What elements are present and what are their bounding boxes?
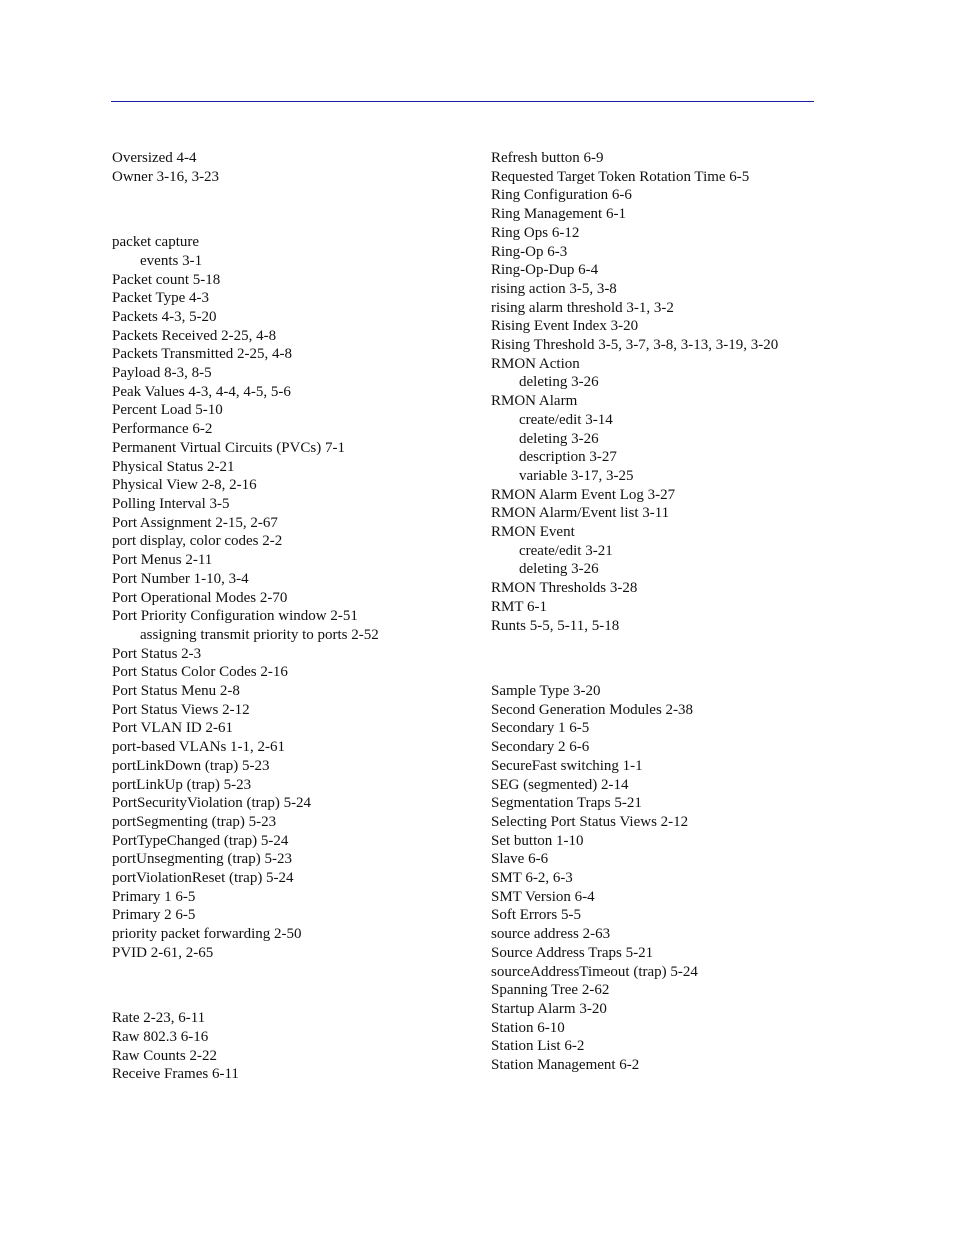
index-entry: Ring Ops 6-12	[491, 224, 580, 241]
index-entry: source address 2-63	[491, 926, 611, 943]
index-entry: RMON Alarm/Event list 3-11	[491, 505, 670, 522]
index-entry: Port Status Menu 2-8	[112, 683, 240, 700]
index-entry: PortSecurityViolation (trap) 5-24	[112, 795, 312, 812]
index-entry: PVID 2-61, 2-65	[112, 944, 214, 961]
index-entry: portViolationReset (trap) 5-24	[112, 870, 294, 887]
index-entry: port-based VLANs 1-1, 2-61	[112, 739, 286, 756]
index-entry: Percent Load 5-10	[112, 402, 223, 419]
index-entry: Raw Counts 2-22	[112, 1047, 217, 1064]
index-entry: Rate 2-23, 6-11	[112, 1010, 206, 1027]
index-entry: RMON Thresholds 3-28	[491, 580, 638, 597]
index-entry: Station List 6-2	[491, 1038, 585, 1055]
index-subentry: deleting 3-26	[519, 430, 599, 447]
index-entry: portLinkUp (trap) 5-23	[112, 776, 252, 793]
index-entry: Port Operational Modes 2-70	[112, 589, 288, 606]
index-entry: Performance 6-2	[112, 421, 213, 438]
index-subentry: description 3-27	[519, 449, 617, 466]
index-entry: Ring-Op-Dup 6-4	[491, 262, 599, 279]
index-entry: priority packet forwarding 2-50	[112, 926, 302, 943]
index-entry: RMT 6-1	[491, 598, 547, 615]
index-entry: Ring Configuration 6-6	[491, 187, 632, 204]
section-gap	[112, 963, 472, 1010]
index-entry: Port VLAN ID 2-61	[112, 720, 233, 737]
index-column-right	[491, 149, 821, 1075]
index-entry: Segmentation Traps 5-21	[491, 795, 642, 812]
index-entry: Soft Errors 5-5	[491, 907, 581, 924]
index-entry: Primary 2 6-5	[112, 907, 196, 924]
index-entry: Source Address Traps 5-21	[491, 944, 654, 961]
index-entry: Owner 3-16, 3-23	[112, 168, 220, 185]
index-entry: Port Status 2-3	[112, 645, 202, 662]
index-subentry: deleting 3-26	[519, 561, 599, 578]
index-entry: Raw 802.3 6-16	[112, 1029, 209, 1046]
index-entry: Permanent Virtual Circuits (PVCs) 7-1	[112, 439, 345, 456]
index-entry: PortTypeChanged (trap) 5-24	[112, 832, 289, 849]
index-subentry: create/edit 3-21	[519, 542, 613, 559]
header-rule	[111, 101, 814, 102]
index-entry: SMT Version 6-4	[491, 888, 595, 905]
index-entry: Secondary 1 6-5	[491, 720, 590, 737]
index-entry: SecureFast switching 1-1	[491, 757, 643, 774]
index-entry: Requested Target Token Rotation Time 6-5	[491, 168, 750, 185]
index-entry: Port Status Views 2-12	[112, 701, 250, 718]
index-entry: Secondary 2 6-6	[491, 739, 590, 756]
index-entry: Primary 1 6-5	[112, 888, 196, 905]
index-entry: Polling Interval 3-5	[112, 496, 230, 512]
index-entry: Ring Management 6-1	[491, 206, 626, 223]
index-entry: sourceAddressTimeout (trap) 5-24	[491, 963, 698, 980]
index-entry: RMON Alarm	[491, 393, 578, 410]
index-entry: Packet Type 4-3	[112, 290, 209, 307]
index-entry: Runts 5-5, 5-11, 5-18	[491, 617, 620, 634]
index-subentry: deleting 3-26	[519, 374, 599, 391]
index-entry: Packet count 5-18	[112, 271, 221, 288]
index-entry: RMON Event	[491, 524, 575, 541]
index-entry: Physical Status 2-21	[112, 458, 235, 475]
section-gap	[491, 635, 821, 682]
index-entry: Peak Values 4-3, 4-4, 4-5, 5-6	[112, 383, 291, 400]
index-entry: Port Priority Configuration window 2-51	[112, 608, 358, 625]
index-entry: Port Menus 2-11	[112, 552, 213, 569]
index-entry: Station Management 6-2	[491, 1057, 640, 1074]
index-entry: Set button 1-10	[491, 832, 584, 849]
index-entry: RMON Alarm Event Log 3-27	[491, 486, 676, 503]
index-entry: Port Number 1-10, 3-4	[112, 570, 249, 587]
index-entry: SMT 6-2, 6-3	[491, 870, 573, 887]
index-entry: SEG (segmented) 2-14	[491, 776, 629, 793]
index-entry: Port Status Color Codes 2-16	[112, 664, 288, 681]
index-column-left	[112, 149, 472, 1084]
index-entry: Receive Frames 6-11	[112, 1066, 239, 1083]
index-entry: Packets 4-3, 5-20	[112, 308, 217, 325]
index-entry: RMON Action	[491, 355, 580, 372]
index-entry: rising action 3-5, 3-8	[491, 280, 617, 297]
index-entry: Rising Event Index 3-20	[491, 318, 639, 335]
index-subentry: create/edit 3-14	[519, 411, 613, 428]
index-entry: portLinkDown (trap) 5-23	[112, 757, 270, 774]
index-subentry: variable 3-17, 3-25	[519, 467, 634, 484]
index-subentry: events 3-1	[140, 252, 203, 269]
index-entry: portSegmenting (trap) 5-23	[112, 813, 277, 830]
index-entry: rising alarm threshold 3-1, 3-2	[491, 299, 674, 316]
index-entry: Refresh button 6-9	[491, 150, 604, 166]
index-entry: Oversized 4-4	[112, 150, 197, 166]
index-entry: Sample Type 3-20	[491, 683, 601, 700]
index-entry: Packets Received 2-25, 4-8	[112, 327, 277, 344]
index-entry: portUnsegmenting (trap) 5-23	[112, 851, 292, 868]
index-entry: Physical View 2-8, 2-16	[112, 477, 257, 494]
index-entry: Port Assignment 2-15, 2-67	[112, 514, 278, 531]
index-entry: Second Generation Modules 2-38	[491, 701, 694, 718]
section-gap	[112, 186, 472, 233]
index-entry: Ring-Op 6-3	[491, 243, 568, 260]
index-entry: Rising Threshold 3-5, 3-7, 3-8, 3-13, 3-19, 3-20	[491, 337, 779, 354]
index-entry: Packets Transmitted 2-25, 4-8	[112, 346, 292, 363]
index-entry: Slave 6-6	[491, 851, 549, 868]
index-entry: port display, color codes 2-2	[112, 533, 283, 550]
index-entry: Spanning Tree 2-62	[491, 982, 610, 999]
index-entry: Selecting Port Status Views 2-12	[491, 813, 689, 830]
index-entry: Station 6-10	[491, 1019, 565, 1036]
index-subentry: assigning transmit priority to ports 2-52	[140, 626, 379, 643]
index-entry: Payload 8-3, 8-5	[112, 365, 212, 382]
index-entry: packet capture	[112, 234, 200, 251]
index-entry: Startup Alarm 3-20	[491, 1000, 607, 1017]
